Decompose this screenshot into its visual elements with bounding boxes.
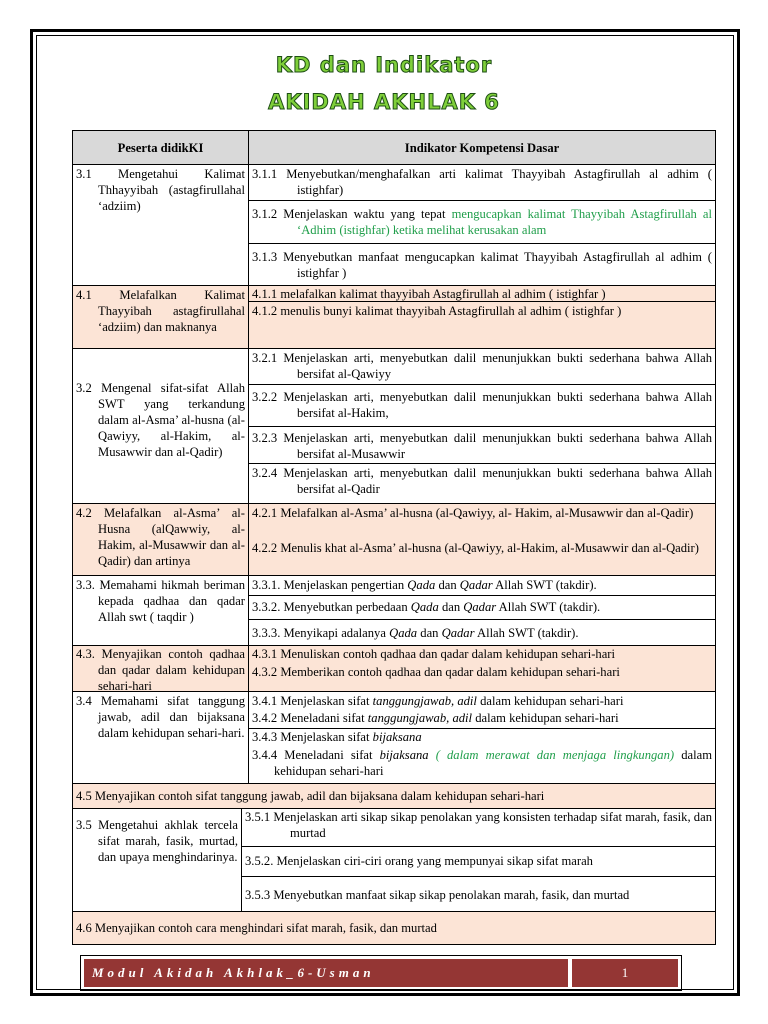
kd-3-1-label: 3.1 Mengetahui Kalimat Thhayyibah (astagfirullahal ‘adziim) (76, 167, 245, 213)
table-row (72, 164, 716, 286)
indicator-3-5-1: 3.5.1 Menjelaskan arti sikap sikap penolakan yang konsisten terhadap sifat marah, fasik, dan murtad (245, 810, 712, 840)
page-subtitle: AKIDAH AKHLAK 6 (268, 90, 500, 114)
table-row (72, 285, 716, 349)
indicator-3-5-3: 3.5.3 Menyebutkan manfaat sikap sikap penolakan marah, fasik, dan murtad (245, 888, 630, 902)
kd-3-5-label: 3.5 Mengetahui akhlak tercela sifat marah, fasik, murtad, dan upaya menghindarinya. (76, 818, 238, 864)
kd-4-6-label: 4.6 Menyajikan contoh cara menghindari sifat marah, fasik, dan murtad (76, 921, 437, 935)
indicator-3-1-3: 3.1.3 Menyebutkan manfaat mengucapkan kalimat Thayyibah Astagfirullah al adhim ( istighfar ) (252, 250, 712, 280)
indicator-3-4-4: 3.4.4 Meneladani sifat bijaksana ( dalam merawat dan menjaga lingkungan) dalam kehidupan sehari-hari (252, 748, 712, 778)
indicator-4-3-1: 4.3.1 Menuliskan contoh qadhaa dan qadar dalam kehidupan sehari-hari (252, 647, 615, 661)
kd-4-1-label: 4.1 Melafalkan Kalimat Thayyibah astagfirullahal ‘adziim) dan maknanya (76, 288, 245, 334)
indicator-3-3-1: 3.3.1. Menjelaskan pengertian Qada dan Qadar Allah SWT (takdir). (252, 578, 597, 592)
kd-3-3-label: 3.3. Memahami hikmah beriman kepada qadhaa dan qadar Allah swt ( taqdir ) (76, 578, 245, 624)
table-row (72, 691, 716, 784)
indicator-3-1-2: 3.1.2 Menjelaskan waktu yang tepat mengucapkan kalimat Thayyibah Astagfirullah al ‘Adhim (istighfar) ketika melihat kerusakan alam (252, 207, 712, 237)
indicator-4-2-1: 4.2.1 Melafalkan al-Asma’ al-husna (al-Qawiyy, al- Hakim, al-Musawwir dan al-Qadir) (252, 506, 694, 520)
table-row (72, 645, 716, 692)
indicator-3-4-1: 3.4.1 Menjelaskan sifat tanggungjawab, adil dalam kehidupan sehari-hari (252, 694, 624, 708)
indicator-3-2-4: 3.2.4 Menjelaskan arti, menyebutkan dalil menunjukkan bukti sederhana bahwa Allah bersifat al-Qadir (252, 466, 712, 496)
indicator-3-2-3: 3.2.3 Menjelaskan arti, menyebutkan dalil menunjukkan bukti sederhana bahwa Allah bersifat al-Musawwir (252, 431, 712, 461)
table-row (72, 783, 716, 809)
kd-3-4-label: 3.4 Memahami sifat tanggung jawab, adil dan bijaksana dalam kehidupan sehari-hari. (76, 694, 245, 740)
indicator-4-1-1: 4.1.1 melafalkan kalimat thayyibah Astagfirullah al adhim ( istighfar ) (252, 287, 606, 301)
table-row (72, 911, 716, 945)
header-cell-right: Indikator Kompetensi Dasar (248, 130, 716, 165)
footer-module-label: Modul Akidah Akhlak_6-Usman (84, 959, 568, 987)
indicator-4-2-2: 4.2.2 Menulis khat al-Asma’ al-husna (al-Qawiyy, al-Hakim, al-Musawwir dan al-Qadir) (252, 541, 699, 555)
indicator-3-2-1: 3.2.1 Menjelaskan arti, menyebutkan dalil menunjukkan bukti sederhana bahwa Allah bersifat al-Qawiyy (252, 351, 712, 381)
indicator-3-4-2: 3.4.2 Meneladani sifat tanggungjawab, adil dalam kehidupan sehari-hari (252, 711, 619, 725)
indicator-3-3-2: 3.3.2. Menyebutkan perbedaan Qada dan Qadar Allah SWT (takdir). (252, 600, 601, 614)
header-cell-left: Peserta didikKI (72, 130, 249, 165)
kd-4-5-label: 4.5 Menyajikan contoh sifat tanggung jawab, adil dan bijaksana dalam kehidupan sehari-hari (76, 789, 545, 803)
table-header-row (72, 130, 716, 165)
indicator-3-4-3: 3.4.3 Menjelaskan sifat bijaksana (252, 730, 422, 744)
table-row (72, 348, 716, 504)
kd-4-3-label: 4.3. Menyajikan contoh qadhaa dan qadar dalam kehidupan sehari-hari (76, 647, 245, 693)
indicator-3-1-1: 3.1.1 Menyebutkan/menghafalkan arti kalimat Thayyibah Astagfirullah al adhim ( istighfar) (252, 167, 712, 197)
indicator-3-2-2: 3.2.2 Menjelaskan arti, menyebutkan dalil menunjukkan bukti sederhana bahwa Allah bersifat al-Hakim, (252, 390, 712, 420)
page-title: KD dan Indikator (275, 53, 493, 77)
kd-4-2-label: 4.2 Melafalkan al-Asma’ al-Husna (alQawwiy, al-Hakim, al-Musawwir dan al-Qadir) dan artinya (76, 506, 245, 568)
indicator-4-3-2: 4.3.2 Memberikan contoh qadhaa dan qadar dalam kehidupan sehari-hari (252, 665, 620, 679)
table-row (72, 575, 716, 646)
indicator-3-3-3: 3.3.3. Menyikapi adalanya Qada dan Qadar Allah SWT (takdir). (252, 626, 579, 640)
table-row (72, 808, 716, 912)
table-row (72, 503, 716, 576)
indicator-4-1-2: 4.1.2 menulis bunyi kalimat thayyibah Astagfirullah al adhim ( istighfar ) (252, 304, 622, 318)
kd-3-2-label: 3.2 Mengenal sifat-sifat Allah SWT yang terkandung dalam al-Asma’ al-husna (al-Qawiyy, al-Hakim, al-Musawwir dan al-Qadir) (76, 381, 245, 459)
indicator-3-5-2: 3.5.2. Menjelaskan ciri-ciri orang yang mempunyai sikap sifat marah (245, 854, 593, 868)
footer-page-number: 1 (572, 959, 678, 987)
